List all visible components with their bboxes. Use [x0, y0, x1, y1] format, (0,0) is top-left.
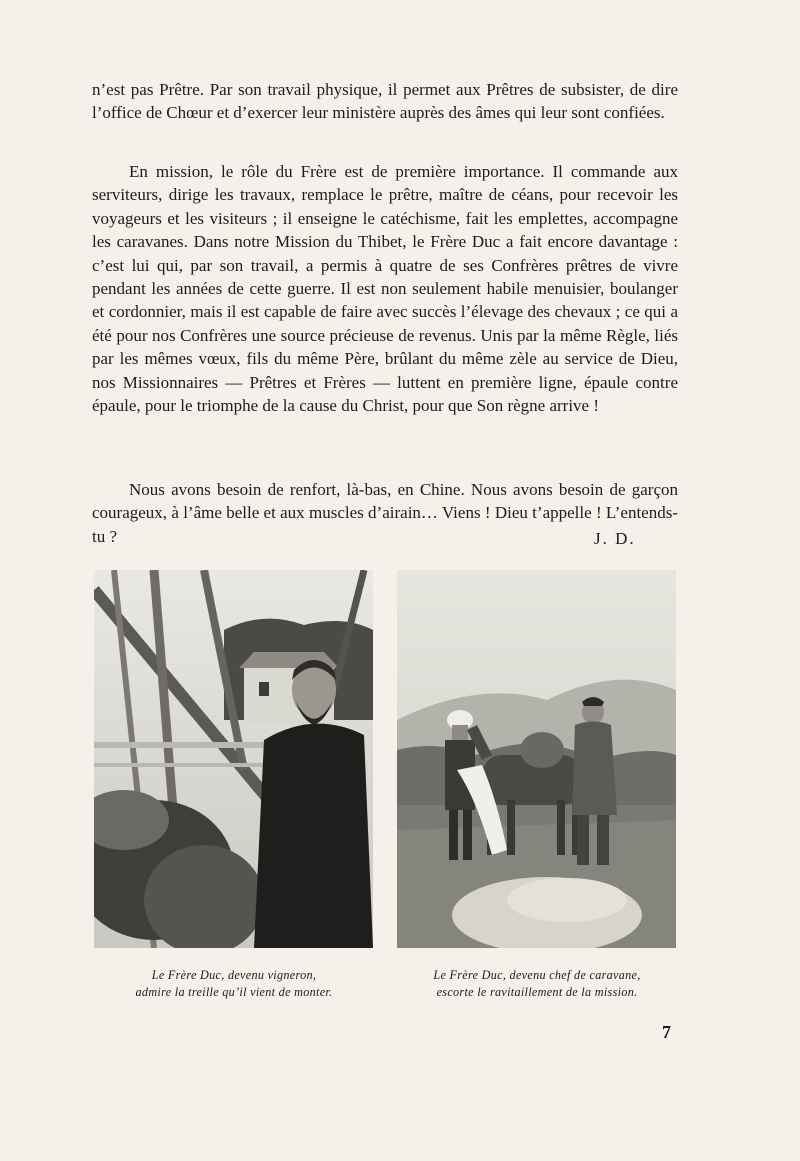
caption-caravane-line1: Le Frère Duc, devenu chef de caravane, [433, 968, 641, 982]
caption-vigneron-line1: Le Frère Duc, devenu vigneron, [151, 968, 317, 982]
paragraph-2 [92, 160, 678, 433]
photo-caravane [397, 570, 676, 948]
paragraph-2-text: En mission, le rôle du Frère est de première importance. Il commande aux serviteurs, dirige les travaux, remplace le prêtre, maître de céans, pour recevoir les voyageurs et les visiteurs ; il enseigne le catéchisme, fait les emplettes, accompagne les caravanes. Dans notre Mission du Thibet, le Frère Duc a fait encore davantage : c’est lui qui, par son travail, a permis à quatre de ses Confrères prêtres de vivre pendant les années de cette guerre. Il est non seulement habile menuisier, boulanger et cordonnier, mais il est capable de faire avec succès l’élevage des chevaux ; ce qui a été pour nos Confrères une source précieuse de revenus. Unis par la même Règle, liés par les mêmes vœux, fils du même Père, brûlant du même zèle au service de Dieu, nos Missionnaires — Prêtres et Frères — luttent en première ligne, épaule contre épaule, pour le triomphe de la cause du Christ, pour que Son règne arrive ! [92, 162, 678, 416]
caption-vigneron-line2: admire la treille qu’il vient de monter. [135, 985, 333, 999]
signature: J. D. [594, 529, 636, 548]
photo-vigneron [94, 570, 373, 948]
paragraph-1-text: n’est pas Prêtre. Par son travail physique, il permet aux Prêtres de subsister, de dire l’office de Chœur et d’exercer leur ministère auprès des âmes qui leur sont confiées. [92, 80, 678, 123]
caption-caravane [397, 967, 677, 1001]
page-number: 7 [662, 1022, 671, 1042]
caption-vigneron [94, 967, 374, 1001]
caption-caravane-line2: escorte le ravitaillement de la mission. [436, 985, 638, 999]
paragraph-3 [92, 478, 678, 564]
paragraph-1 [92, 78, 678, 141]
paragraph-3-text: Nous avons besoin de renfort, là-bas, en Chine. Nous avons besoin de garçon courageux, à l’âme belle et aux muscles d’airain… Viens ! Dieu t’appelle ! L’entends-tu ? [92, 480, 678, 546]
